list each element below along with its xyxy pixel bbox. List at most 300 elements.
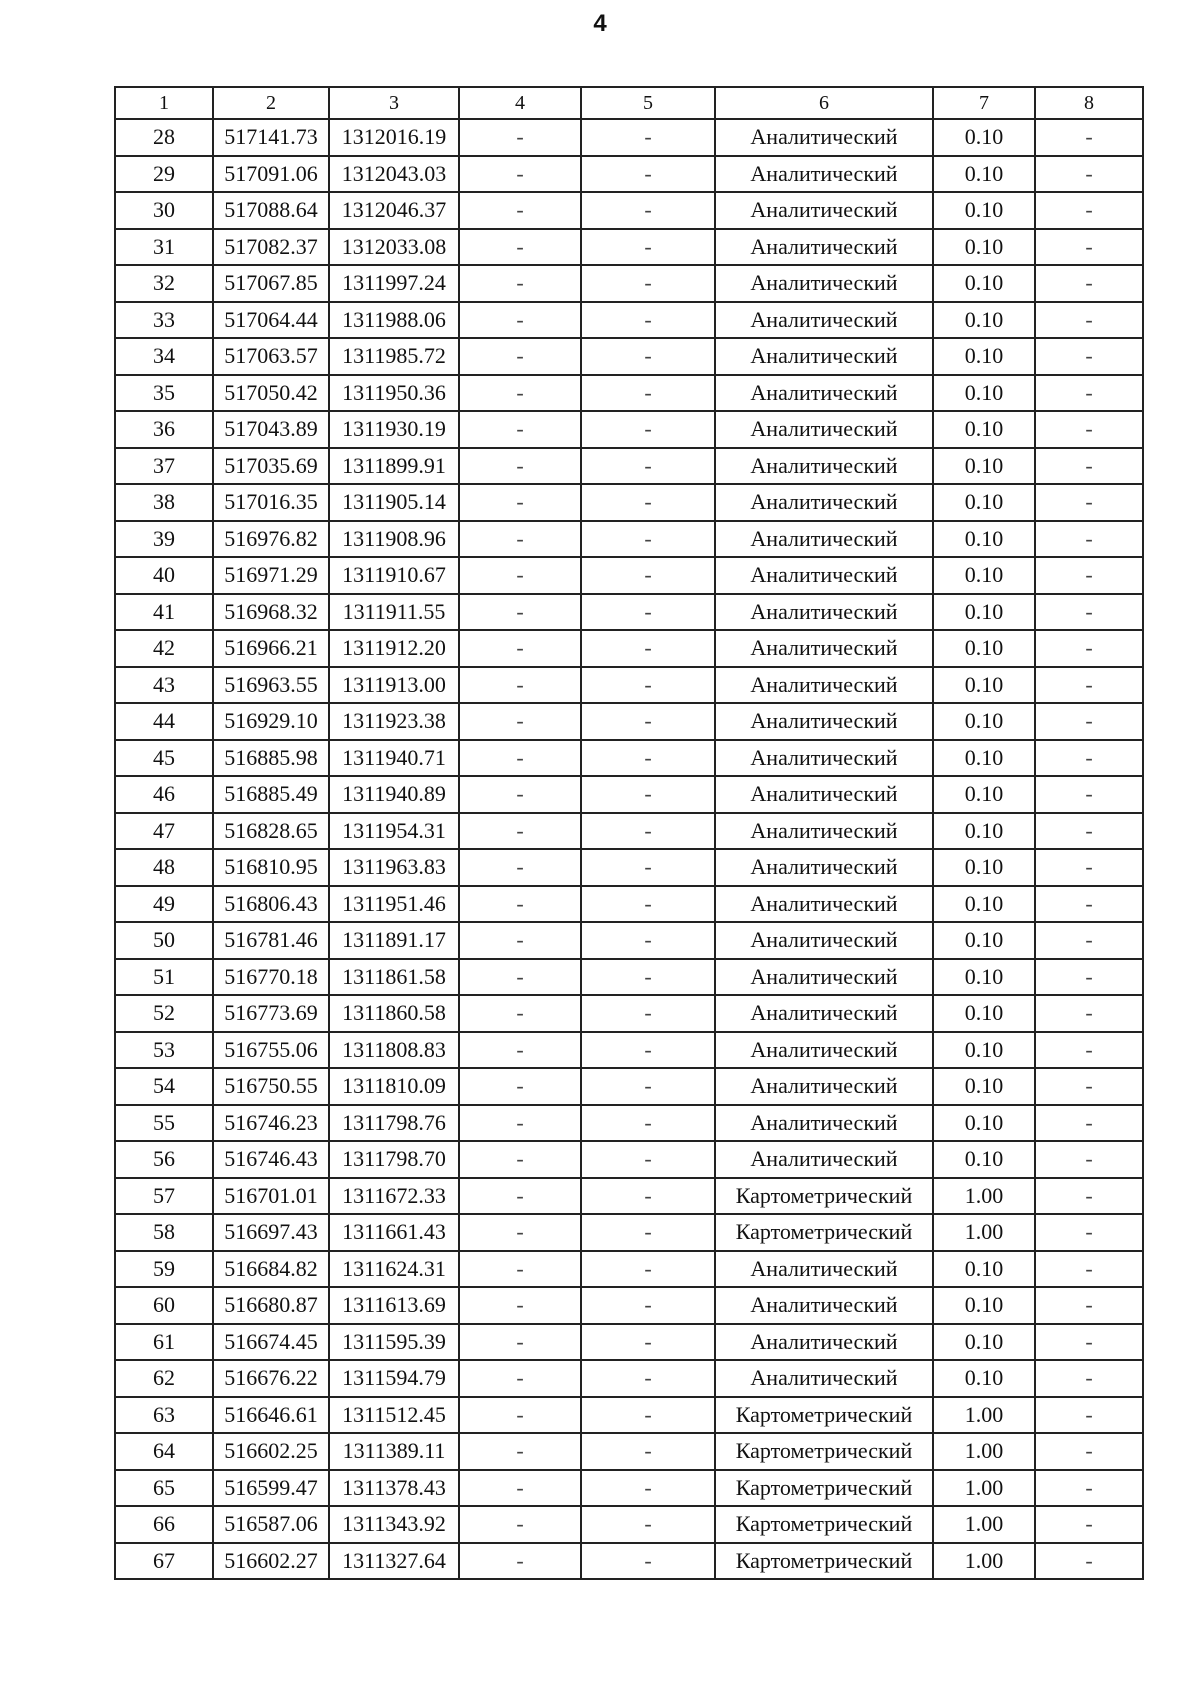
cell-method: Аналитический: [715, 849, 933, 886]
cell-method: Аналитический: [715, 229, 933, 266]
cell-col-4: -: [459, 630, 581, 667]
cell-accuracy: 0.10: [933, 1251, 1035, 1288]
cell-col-4: -: [459, 1506, 581, 1543]
cell-col-5: -: [581, 922, 715, 959]
cell-col-5: -: [581, 1506, 715, 1543]
cell-col-5: -: [581, 1105, 715, 1142]
cell-accuracy: 0.10: [933, 521, 1035, 558]
cell-point-number: 36: [115, 411, 213, 448]
cell-col-5: -: [581, 667, 715, 704]
table-row: [115, 667, 1143, 704]
cell-col-4: -: [459, 1105, 581, 1142]
table-row: [115, 411, 1143, 448]
cell-method: Аналитический: [715, 1141, 933, 1178]
cell-col-8: -: [1035, 1397, 1143, 1434]
cell-method: Аналитический: [715, 1360, 933, 1397]
cell-col-8: -: [1035, 484, 1143, 521]
cell-col-8: -: [1035, 375, 1143, 412]
cell-coord-x: 516676.22: [213, 1360, 329, 1397]
cell-accuracy: 0.10: [933, 667, 1035, 704]
table-row: [115, 922, 1143, 959]
cell-point-number: 32: [115, 265, 213, 302]
cell-accuracy: 0.10: [933, 703, 1035, 740]
cell-col-4: -: [459, 1178, 581, 1215]
cell-accuracy: 0.10: [933, 557, 1035, 594]
table-row: [115, 448, 1143, 485]
cell-coord-y: 1311808.83: [329, 1032, 459, 1069]
cell-coord-y: 1311950.36: [329, 375, 459, 412]
table-row: [115, 849, 1143, 886]
cell-coord-x: 516755.06: [213, 1032, 329, 1069]
cell-point-number: 52: [115, 995, 213, 1032]
cell-col-5: -: [581, 740, 715, 777]
cell-col-5: -: [581, 703, 715, 740]
cell-point-number: 57: [115, 1178, 213, 1215]
cell-accuracy: 0.10: [933, 1032, 1035, 1069]
cell-point-number: 61: [115, 1324, 213, 1361]
cell-method: Картометрический: [715, 1214, 933, 1251]
cell-col-4: -: [459, 411, 581, 448]
cell-coord-y: 1312046.37: [329, 192, 459, 229]
table-row: [115, 265, 1143, 302]
cell-accuracy: 0.10: [933, 1360, 1035, 1397]
table-body: [115, 119, 1143, 1579]
cell-method: Аналитический: [715, 1251, 933, 1288]
cell-coord-y: 1311613.69: [329, 1287, 459, 1324]
column-header-5: 5: [581, 87, 715, 119]
cell-accuracy: 0.10: [933, 1068, 1035, 1105]
cell-method: Аналитический: [715, 922, 933, 959]
cell-col-5: -: [581, 849, 715, 886]
cell-coord-x: 517035.69: [213, 448, 329, 485]
cell-coord-x: 516646.61: [213, 1397, 329, 1434]
table-row: [115, 813, 1143, 850]
cell-col-4: -: [459, 1397, 581, 1434]
table-row: [115, 995, 1143, 1032]
cell-col-5: -: [581, 594, 715, 631]
column-header-7: 7: [933, 87, 1035, 119]
cell-col-5: -: [581, 1178, 715, 1215]
cell-col-8: -: [1035, 886, 1143, 923]
cell-coord-x: 516929.10: [213, 703, 329, 740]
cell-coord-x: 517067.85: [213, 265, 329, 302]
cell-col-8: -: [1035, 630, 1143, 667]
cell-col-5: -: [581, 557, 715, 594]
cell-point-number: 42: [115, 630, 213, 667]
cell-coord-y: 1311963.83: [329, 849, 459, 886]
cell-method: Аналитический: [715, 521, 933, 558]
cell-col-8: -: [1035, 302, 1143, 339]
cell-point-number: 56: [115, 1141, 213, 1178]
cell-point-number: 45: [115, 740, 213, 777]
cell-col-5: -: [581, 448, 715, 485]
cell-method: Картометрический: [715, 1470, 933, 1507]
cell-col-4: -: [459, 521, 581, 558]
cell-accuracy: 0.10: [933, 1105, 1035, 1142]
cell-coord-y: 1311389.11: [329, 1433, 459, 1470]
cell-col-8: -: [1035, 995, 1143, 1032]
cell-col-8: -: [1035, 776, 1143, 813]
page-number: 4: [593, 10, 607, 37]
cell-method: Аналитический: [715, 557, 933, 594]
cell-accuracy: 0.10: [933, 192, 1035, 229]
cell-coord-y: 1311951.46: [329, 886, 459, 923]
cell-col-5: -: [581, 265, 715, 302]
cell-col-5: -: [581, 1543, 715, 1580]
cell-col-5: -: [581, 1287, 715, 1324]
cell-point-number: 29: [115, 156, 213, 193]
cell-coord-y: 1312033.08: [329, 229, 459, 266]
cell-coord-y: 1311910.67: [329, 557, 459, 594]
cell-accuracy: 0.10: [933, 229, 1035, 266]
cell-col-8: -: [1035, 1360, 1143, 1397]
cell-col-8: -: [1035, 1032, 1143, 1069]
column-header-6: 6: [715, 87, 933, 119]
cell-col-8: -: [1035, 521, 1143, 558]
cell-col-8: -: [1035, 959, 1143, 996]
cell-method: Картометрический: [715, 1543, 933, 1580]
cell-method: Аналитический: [715, 338, 933, 375]
cell-method: Аналитический: [715, 484, 933, 521]
cell-method: Аналитический: [715, 119, 933, 156]
cell-method: Аналитический: [715, 667, 933, 704]
table-row: [115, 1287, 1143, 1324]
cell-coord-x: 517016.35: [213, 484, 329, 521]
column-header-4: 4: [459, 87, 581, 119]
cell-col-5: -: [581, 338, 715, 375]
table-row: [115, 229, 1143, 266]
cell-col-5: -: [581, 1360, 715, 1397]
cell-accuracy: 0.10: [933, 484, 1035, 521]
cell-col-4: -: [459, 1141, 581, 1178]
cell-col-5: -: [581, 1141, 715, 1178]
cell-col-4: -: [459, 776, 581, 813]
cell-coord-y: 1311930.19: [329, 411, 459, 448]
table-row: [115, 1397, 1143, 1434]
coordinates-table: [114, 86, 1144, 1580]
cell-coord-y: 1311594.79: [329, 1360, 459, 1397]
column-header-8: 8: [1035, 87, 1143, 119]
table-row: [115, 156, 1143, 193]
cell-col-4: -: [459, 1360, 581, 1397]
cell-coord-x: 516781.46: [213, 922, 329, 959]
cell-col-8: -: [1035, 922, 1143, 959]
cell-col-5: -: [581, 1433, 715, 1470]
cell-col-8: -: [1035, 1068, 1143, 1105]
table-row: [115, 1324, 1143, 1361]
cell-col-8: -: [1035, 703, 1143, 740]
cell-col-5: -: [581, 192, 715, 229]
cell-point-number: 65: [115, 1470, 213, 1507]
column-header-3: 3: [329, 87, 459, 119]
cell-coord-x: 516697.43: [213, 1214, 329, 1251]
cell-point-number: 53: [115, 1032, 213, 1069]
cell-accuracy: 1.00: [933, 1214, 1035, 1251]
table-row: [115, 630, 1143, 667]
cell-coord-y: 1311595.39: [329, 1324, 459, 1361]
cell-point-number: 67: [115, 1543, 213, 1580]
cell-point-number: 62: [115, 1360, 213, 1397]
cell-coord-x: 516674.45: [213, 1324, 329, 1361]
cell-col-4: -: [459, 557, 581, 594]
cell-coord-y: 1311624.31: [329, 1251, 459, 1288]
cell-accuracy: 0.10: [933, 813, 1035, 850]
cell-method: Аналитический: [715, 813, 933, 850]
cell-coord-y: 1311940.71: [329, 740, 459, 777]
cell-method: Картометрический: [715, 1433, 933, 1470]
cell-method: Картометрический: [715, 1506, 933, 1543]
cell-coord-x: 516810.95: [213, 849, 329, 886]
cell-point-number: 30: [115, 192, 213, 229]
cell-col-5: -: [581, 1324, 715, 1361]
cell-point-number: 41: [115, 594, 213, 631]
cell-accuracy: 0.10: [933, 740, 1035, 777]
table-row: [115, 740, 1143, 777]
cell-col-8: -: [1035, 1324, 1143, 1361]
cell-point-number: 51: [115, 959, 213, 996]
cell-col-5: -: [581, 630, 715, 667]
cell-point-number: 55: [115, 1105, 213, 1142]
cell-coord-x: 516701.01: [213, 1178, 329, 1215]
cell-point-number: 46: [115, 776, 213, 813]
cell-accuracy: 1.00: [933, 1470, 1035, 1507]
cell-accuracy: 0.10: [933, 302, 1035, 339]
cell-coord-y: 1311940.89: [329, 776, 459, 813]
cell-method: Аналитический: [715, 1105, 933, 1142]
cell-coord-y: 1311343.92: [329, 1506, 459, 1543]
table-row: [115, 1141, 1143, 1178]
cell-coord-y: 1311923.38: [329, 703, 459, 740]
cell-method: Аналитический: [715, 1068, 933, 1105]
cell-coord-x: 516971.29: [213, 557, 329, 594]
cell-col-8: -: [1035, 192, 1143, 229]
cell-coord-y: 1312016.19: [329, 119, 459, 156]
cell-point-number: 34: [115, 338, 213, 375]
cell-point-number: 47: [115, 813, 213, 850]
cell-col-8: -: [1035, 1470, 1143, 1507]
cell-coord-y: 1311810.09: [329, 1068, 459, 1105]
cell-point-number: 50: [115, 922, 213, 959]
cell-col-4: -: [459, 265, 581, 302]
cell-point-number: 59: [115, 1251, 213, 1288]
cell-coord-y: 1311908.96: [329, 521, 459, 558]
cell-accuracy: 0.10: [933, 776, 1035, 813]
cell-col-4: -: [459, 156, 581, 193]
cell-col-8: -: [1035, 119, 1143, 156]
table-row: [115, 1543, 1143, 1580]
cell-col-4: -: [459, 886, 581, 923]
cell-coord-y: 1311985.72: [329, 338, 459, 375]
table-row: [115, 1214, 1143, 1251]
cell-col-8: -: [1035, 1543, 1143, 1580]
cell-col-5: -: [581, 1251, 715, 1288]
cell-col-8: -: [1035, 1506, 1143, 1543]
cell-col-4: -: [459, 959, 581, 996]
cell-col-8: -: [1035, 1214, 1143, 1251]
table-header: [115, 87, 1143, 119]
cell-point-number: 43: [115, 667, 213, 704]
cell-accuracy: 1.00: [933, 1506, 1035, 1543]
cell-col-4: -: [459, 813, 581, 850]
cell-col-4: -: [459, 484, 581, 521]
table-row: [115, 375, 1143, 412]
cell-col-5: -: [581, 959, 715, 996]
cell-col-8: -: [1035, 338, 1143, 375]
cell-method: Аналитический: [715, 411, 933, 448]
cell-col-4: -: [459, 667, 581, 704]
cell-col-4: -: [459, 1214, 581, 1251]
cell-accuracy: 0.10: [933, 338, 1035, 375]
cell-method: Картометрический: [715, 1178, 933, 1215]
cell-method: Аналитический: [715, 265, 933, 302]
cell-col-4: -: [459, 995, 581, 1032]
table-row: [115, 1251, 1143, 1288]
cell-coord-y: 1311997.24: [329, 265, 459, 302]
cell-accuracy: 0.10: [933, 1324, 1035, 1361]
cell-col-4: -: [459, 703, 581, 740]
cell-coord-x: 516806.43: [213, 886, 329, 923]
cell-col-4: -: [459, 119, 581, 156]
cell-col-4: -: [459, 849, 581, 886]
table-row: [115, 484, 1143, 521]
cell-coord-y: 1312043.03: [329, 156, 459, 193]
column-header-1: 1: [115, 87, 213, 119]
cell-accuracy: 0.10: [933, 265, 1035, 302]
table-row: [115, 594, 1143, 631]
cell-point-number: 38: [115, 484, 213, 521]
cell-coord-x: 516976.82: [213, 521, 329, 558]
cell-col-5: -: [581, 411, 715, 448]
table-row: [115, 192, 1143, 229]
cell-col-8: -: [1035, 1105, 1143, 1142]
cell-coord-x: 517141.73: [213, 119, 329, 156]
cell-coord-y: 1311911.55: [329, 594, 459, 631]
cell-col-8: -: [1035, 411, 1143, 448]
cell-coord-y: 1311378.43: [329, 1470, 459, 1507]
cell-point-number: 64: [115, 1433, 213, 1470]
cell-method: Аналитический: [715, 1324, 933, 1361]
cell-coord-x: 517050.42: [213, 375, 329, 412]
cell-method: Аналитический: [715, 1287, 933, 1324]
cell-method: Аналитический: [715, 995, 933, 1032]
cell-coord-x: 516602.27: [213, 1543, 329, 1580]
cell-coord-x: 517064.44: [213, 302, 329, 339]
table-row: [115, 1506, 1143, 1543]
cell-col-4: -: [459, 338, 581, 375]
cell-coord-x: 516885.49: [213, 776, 329, 813]
table-row: [115, 521, 1143, 558]
cell-coord-x: 517091.06: [213, 156, 329, 193]
cell-point-number: 33: [115, 302, 213, 339]
cell-method: Аналитический: [715, 703, 933, 740]
cell-col-8: -: [1035, 849, 1143, 886]
cell-col-4: -: [459, 1068, 581, 1105]
cell-coord-y: 1311905.14: [329, 484, 459, 521]
cell-col-5: -: [581, 1068, 715, 1105]
cell-coord-y: 1311798.76: [329, 1105, 459, 1142]
cell-accuracy: 0.10: [933, 1141, 1035, 1178]
cell-accuracy: 0.10: [933, 375, 1035, 412]
cell-col-4: -: [459, 740, 581, 777]
cell-col-5: -: [581, 375, 715, 412]
cell-accuracy: 0.10: [933, 119, 1035, 156]
cell-accuracy: 0.10: [933, 594, 1035, 631]
cell-col-8: -: [1035, 1178, 1143, 1215]
cell-col-8: -: [1035, 740, 1143, 777]
cell-col-5: -: [581, 1397, 715, 1434]
cell-coord-x: 516963.55: [213, 667, 329, 704]
cell-col-4: -: [459, 1470, 581, 1507]
cell-col-5: -: [581, 1214, 715, 1251]
cell-coord-x: 517063.57: [213, 338, 329, 375]
cell-method: Аналитический: [715, 448, 933, 485]
cell-accuracy: 1.00: [933, 1397, 1035, 1434]
cell-coord-x: 516599.47: [213, 1470, 329, 1507]
cell-col-4: -: [459, 1433, 581, 1470]
cell-point-number: 35: [115, 375, 213, 412]
cell-method: Аналитический: [715, 156, 933, 193]
cell-col-4: -: [459, 1324, 581, 1361]
cell-col-5: -: [581, 521, 715, 558]
table-row: [115, 1470, 1143, 1507]
cell-point-number: 58: [115, 1214, 213, 1251]
cell-coord-y: 1311891.17: [329, 922, 459, 959]
cell-point-number: 39: [115, 521, 213, 558]
cell-point-number: 63: [115, 1397, 213, 1434]
cell-coord-y: 1311661.43: [329, 1214, 459, 1251]
cell-coord-x: 516680.87: [213, 1287, 329, 1324]
cell-method: Аналитический: [715, 776, 933, 813]
cell-accuracy: 1.00: [933, 1178, 1035, 1215]
cell-col-4: -: [459, 922, 581, 959]
table-row: [115, 959, 1143, 996]
cell-method: Аналитический: [715, 959, 933, 996]
cell-coord-x: 516885.98: [213, 740, 329, 777]
header-row: [115, 87, 1143, 119]
cell-coord-x: 516587.06: [213, 1506, 329, 1543]
table-row: [115, 886, 1143, 923]
cell-method: Картометрический: [715, 1397, 933, 1434]
cell-col-8: -: [1035, 448, 1143, 485]
cell-col-5: -: [581, 484, 715, 521]
cell-col-4: -: [459, 448, 581, 485]
cell-coord-x: 516968.32: [213, 594, 329, 631]
cell-accuracy: 0.10: [933, 156, 1035, 193]
cell-col-4: -: [459, 1032, 581, 1069]
cell-method: Аналитический: [715, 594, 933, 631]
cell-col-8: -: [1035, 229, 1143, 266]
cell-coord-y: 1311512.45: [329, 1397, 459, 1434]
cell-point-number: 49: [115, 886, 213, 923]
cell-col-8: -: [1035, 667, 1143, 704]
cell-col-5: -: [581, 813, 715, 850]
cell-method: Аналитический: [715, 630, 933, 667]
cell-point-number: 44: [115, 703, 213, 740]
cell-point-number: 31: [115, 229, 213, 266]
cell-method: Аналитический: [715, 886, 933, 923]
cell-col-5: -: [581, 886, 715, 923]
cell-col-5: -: [581, 302, 715, 339]
cell-accuracy: 0.10: [933, 630, 1035, 667]
cell-col-8: -: [1035, 265, 1143, 302]
cell-accuracy: 0.10: [933, 995, 1035, 1032]
table-row: [115, 1433, 1143, 1470]
cell-coord-x: 517082.37: [213, 229, 329, 266]
table-row: [115, 557, 1143, 594]
cell-col-8: -: [1035, 1141, 1143, 1178]
cell-col-5: -: [581, 156, 715, 193]
cell-point-number: 40: [115, 557, 213, 594]
